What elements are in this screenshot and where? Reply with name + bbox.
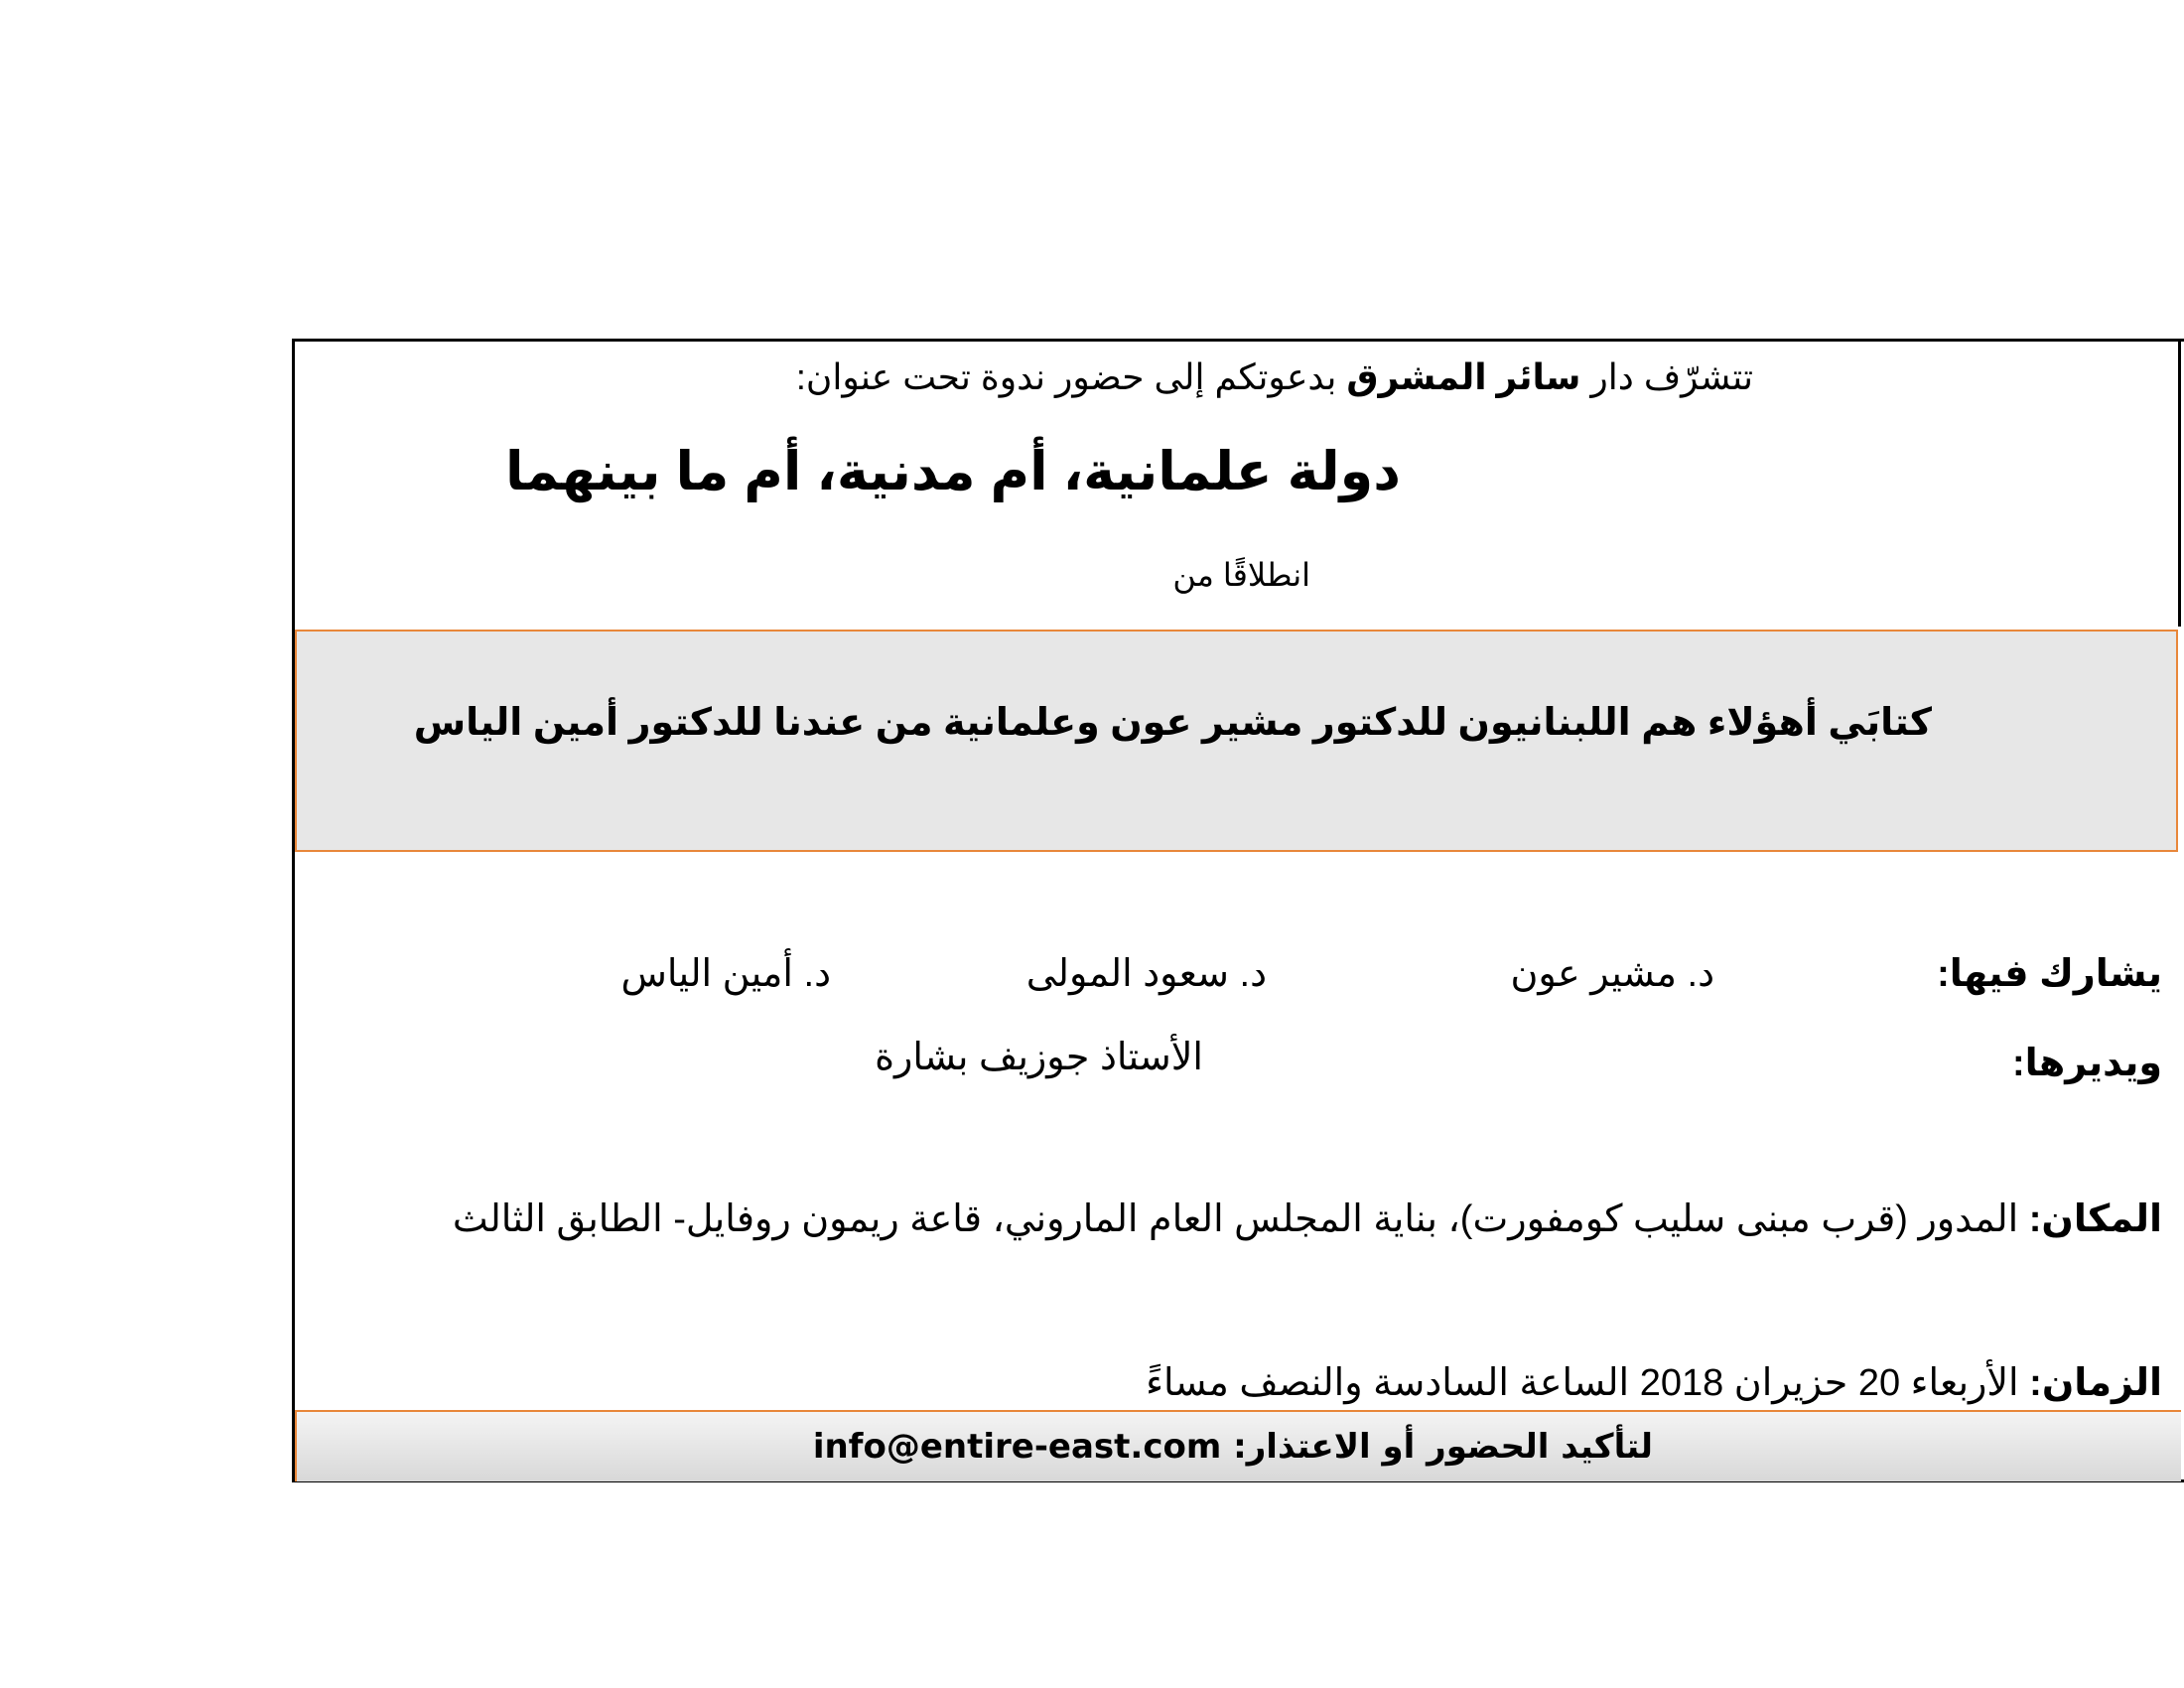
rsvp-line xyxy=(812,1427,1653,1467)
place-value: المدور (قرب مبنى سليب كومفورت)، بناية المجلس العام الماروني، قاعة ريمون روفايل- الطابق الثالث xyxy=(452,1198,2029,1240)
intro-prefix: تتشرّف دار xyxy=(1580,356,1753,397)
seminar-title: دولة علمانية، أم مدنية، أم ما بينهما xyxy=(505,442,1401,501)
frame-right-edge xyxy=(2178,339,2181,627)
time-row xyxy=(1146,1364,2162,1402)
participants-label: يشارك فيها: xyxy=(1937,953,2162,995)
books-text: كتابَي أهؤلاء هم اللبنانيون للدكتور مشير عون وعلمانية من عندنا للدكتور أمين الياس xyxy=(413,702,1932,744)
seminar-subtitle: انطلاقًا من xyxy=(1172,557,1310,593)
rsvp-label: لتأكيد الحضور أو الاعتذار: xyxy=(1221,1427,1653,1467)
moderator-name: الأستاذ جوزيف بشارة xyxy=(875,1037,1203,1078)
intro-suffix: بدعوتكم إلى حضور ندوة تحت عنوان: xyxy=(795,356,1347,397)
invitation-intro xyxy=(795,356,1753,397)
invitation-frame xyxy=(292,339,2184,1482)
host-name: سائر المشرق xyxy=(1346,356,1581,397)
time-label: الزمان: xyxy=(2029,1362,2162,1404)
time-value: الأربعاء 20 حزيران 2018 الساعة السادسة والنصف مساءً xyxy=(1146,1362,2030,1404)
place-label: المكان: xyxy=(2028,1198,2162,1240)
participant-name: د. سعود المولى xyxy=(1025,953,1267,995)
place-row xyxy=(453,1200,2162,1238)
participant-name: د. أمين الياس xyxy=(620,953,831,995)
participant-name: د. مشير عون xyxy=(1510,953,1714,995)
moderator-label: ويديرها: xyxy=(2011,1043,2162,1084)
rsvp-email-link[interactable]: info@entire-east.com xyxy=(812,1427,1222,1467)
